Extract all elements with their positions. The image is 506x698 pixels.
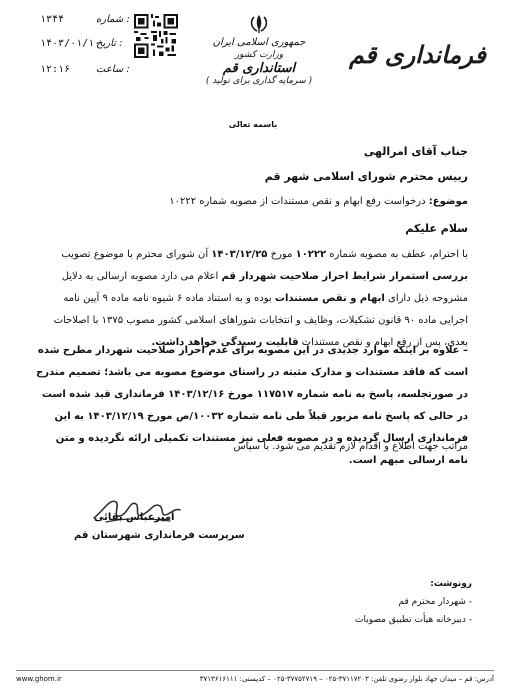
bismillah: باسمه تعالی — [228, 120, 278, 129]
cc-item: - دبیرخانه هیأت تطبیق مصوبات — [354, 615, 472, 625]
cc-heading: رونوشت: — [430, 579, 472, 589]
cc-item: - شهردار محترم قم — [398, 597, 472, 607]
gov-line-ministry: وزارت کشور — [234, 50, 284, 60]
p1-ambiguity: ابهام و نقص مستندات — [274, 293, 385, 304]
gov-line-province: استانداری قم — [222, 61, 296, 76]
p1-resolution-topic: بررسی استمرار شرایط احراز صلاحیت شهردار قم — [221, 271, 468, 282]
addressee-name: جناب آقای امرالهی — [363, 145, 468, 158]
subject-text: درخواست رفع ابهام و نقص مستندات از مصوبه شماره ۱۰۲۲۲ — [169, 196, 426, 207]
addressee-title: رییس محترم شورای اسلامی شهر قم — [264, 170, 468, 183]
paragraph-1 — [36, 244, 468, 354]
signatory-name: امیرعباس بقائی — [94, 512, 175, 523]
time-value: ۱۲:۱۶ — [40, 64, 71, 75]
brand-title: فرمانداری قم — [348, 40, 486, 69]
p1-text-g: اعلام می دارد مصوبه ارسالی به دلایل مشروحه ذیل دارای — [61, 271, 468, 304]
qr-code-icon — [134, 14, 178, 58]
subject-label: موضوع: — [428, 196, 468, 207]
p1-text-c: مورخ — [267, 249, 296, 260]
p1-resolution-date: ۱۴۰۳/۱۲/۲۵ — [211, 249, 268, 260]
p1-text-i: بوده و به استناد ماده ۶ شیوه نامه ماده ۹ آیین نامه اجرایی ماده ۹۰ قانون تشکیلات، وظایف و انتخابات شوراهای اسلامی کشور مصوب ۱۳۷۵ با اصلاحات بعدی، پس از رفع ابهام و نقص مستندات — [53, 293, 468, 348]
date-value: ۱۴۰۳/۰۱/۱۰ — [40, 38, 101, 49]
date-label: تاریخ : — [96, 38, 123, 49]
p1-resolution-number: ۱۰۲۲۲ — [295, 249, 327, 260]
paragraph-3: مراتب جهت اطلاع و اقدام لازم تقدیم می شود. با سپاس — [233, 441, 468, 452]
greeting: سلام علیکم — [405, 222, 468, 235]
paragraph-2: – علاوه بر اینکه موارد جدیدی در این مصوبه برای عدم احراز صلاحیت شهردار مطرح شده است که فاقد مستندات و مدارک مثبته در راستای موضوع مصوبه می باشد؛ تصمیم مندرج در صورتجلسه، پاسخ به نامه شماره ۱۱۷۵۱۷ مورخ ۱۴۰۳/۱۲/۱۶ فرمانداری قید شده است در حالی که پاسخ نامه مزبور قبلاً طی نامه شماره ۱۰۰۳۲/ص مورخ ۱۴۰۳/۱۲/۱۹ به این فرمانداری ارسال گردیده و در مصوبه فعلی نیز مستندات تکمیلی ارائه نگردیده و متن نامه ارسالی مبهم است. — [36, 345, 468, 466]
footer-website-link[interactable]: www.ghom.ir — [16, 675, 62, 683]
footer-address: آدرس: قم – میدان جهاد بلوار رضوی تلفن: ۳۷۱۱۷۲۰۳-۰۲۵ – ۳۷۷۵۲۷۱۹-۰۲۵ – کدپستی: ۳۷۱۳۶۱۶۱۱۱ — [199, 675, 494, 683]
number-value: ۱۳۴۴ — [40, 14, 65, 25]
iran-emblem-icon — [248, 14, 270, 34]
p1-text-a: با احترام، عطف به مصوبه شماره — [326, 249, 468, 260]
cc-block — [296, 575, 472, 629]
p1-text-e: آن شورای محترم با موضوع تصویب — [61, 249, 212, 260]
p1-conclusion: قابلیت رسیدگی خواهد داشت. — [151, 337, 299, 348]
subject-line — [169, 196, 468, 207]
signatory-title: سرپرست فرمانداری شهرستان قم — [74, 530, 245, 541]
government-header — [205, 14, 313, 88]
number-label: شماره : — [96, 14, 130, 25]
gov-line-slogan: ( سرمایه گذاری برای تولید ) — [206, 76, 312, 86]
footer — [16, 670, 494, 692]
gov-line-republic: جمهوری اسلامی ایران — [212, 37, 306, 48]
time-label: ساعت : — [96, 64, 130, 75]
